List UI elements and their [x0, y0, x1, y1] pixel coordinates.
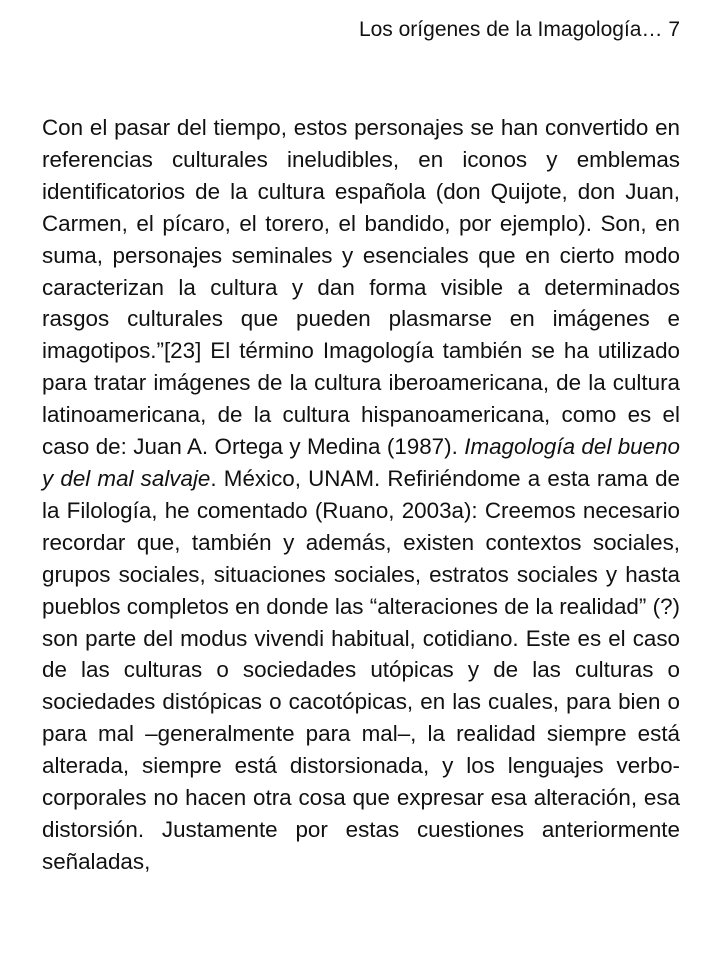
paragraph-part-2: . México, UNAM. Refiriéndome a esta rama de la Filología, he comentado (Ruano, 2003a): Creemos necesario recordar que, también y además, existen contextos sociales, grupos sociales, situaciones sociales, estratos sociales y hasta pueblos completos en donde las “alteraciones de la realidad” (?) son parte del modus vivendi habitual, cotidiano. Este es el caso de las culturas o sociedades utópicas y de las culturas o sociedades distópicas o cacotópicas, en las cuales, para bien o para mal –generalmente para mal–, la realidad siempre está alterada, siempre está distorsionada, y los lenguajes verbo-corporales no hacen otra cosa que expresar esa alteración, esa distorsión. Justamente por estas cuestiones anteriormente señaladas,	[42, 465, 680, 874]
running-header	[359, 16, 680, 44]
paragraph-part-1: Con el pasar del tiempo, estos personajes se han convertido en referencias culturales ineludibles, en iconos y emblemas identificatorios de la cultura española (don Quijote, don Juan, Carmen, el pícaro, el torero, el bandido, por ejemplo). Son, en suma, personajes seminales y esenciales que en cierto modo caracterizan la cultura y dan forma visible a determinados rasgos culturales que pueden plasmarse en imágenes e imagotipos.”[23] El término Imagología también se ha utilizado para tratar imágenes de la cultura iberoamericana, de la cultura latinoamericana, de la cultura hispanoamericana, como es el caso de: Juan A. Ortega y Medina (1987).	[42, 115, 680, 460]
page-number: 7	[668, 18, 680, 41]
book-title: Imagología del bueno y del mal salvaje	[42, 434, 680, 491]
header-title: Los orígenes de la Imagología…	[358, 18, 663, 41]
body-paragraph	[42, 112, 680, 878]
